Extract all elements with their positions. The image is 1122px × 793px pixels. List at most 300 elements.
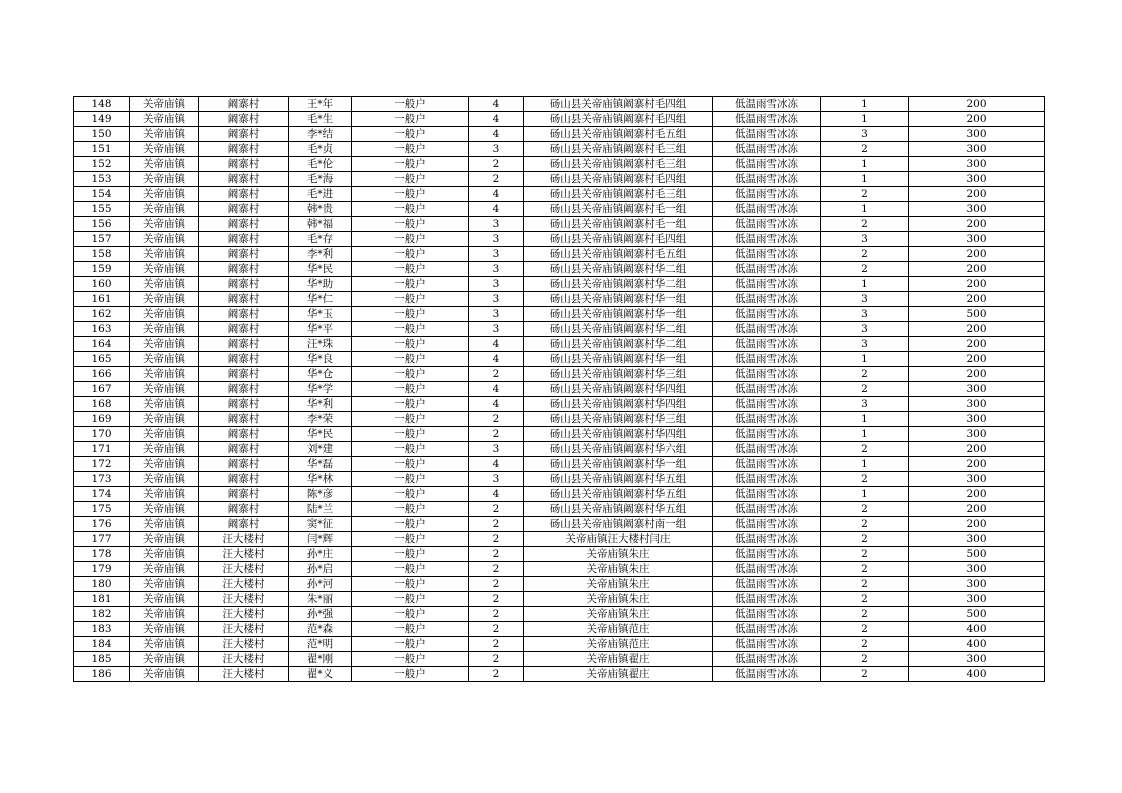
cell-row-number: 171 (74, 442, 130, 457)
cell-town: 关帝庙镇 (130, 472, 199, 487)
cell-disaster-type: 低温雨雪冰冻 (713, 232, 821, 247)
cell-family-size: 3 (469, 322, 524, 337)
cell-household-type: 一般户 (352, 577, 469, 592)
cell-town: 关帝庙镇 (130, 217, 199, 232)
table-row (74, 232, 1045, 247)
cell-relief-amount: 300 (909, 427, 1045, 442)
cell-town: 关帝庙镇 (130, 262, 199, 277)
cell-relief-amount: 200 (909, 217, 1045, 232)
cell-relief-amount: 200 (909, 442, 1045, 457)
cell-address: 砀山县关帝庙镇阚寨村毛五组 (524, 127, 713, 142)
cell-household-name: 毛*生 (289, 112, 352, 127)
cell-household-type: 一般户 (352, 562, 469, 577)
cell-disaster-type: 低温雨雪冰冻 (713, 352, 821, 367)
cell-address: 关帝庙镇朱庄 (524, 562, 713, 577)
cell-row-number: 176 (74, 517, 130, 532)
table-row (74, 337, 1045, 352)
cell-household-type: 一般户 (352, 172, 469, 187)
table-body (74, 97, 1045, 682)
cell-household-name: 陆*兰 (289, 502, 352, 517)
cell-affected-persons: 1 (821, 202, 909, 217)
cell-affected-persons: 2 (821, 652, 909, 667)
cell-row-number: 175 (74, 502, 130, 517)
cell-village: 阚寨村 (199, 217, 289, 232)
cell-address: 关帝庙镇朱庄 (524, 577, 713, 592)
cell-village: 汪大楼村 (199, 592, 289, 607)
cell-address: 砀山县关帝庙镇阚寨村毛四组 (524, 112, 713, 127)
cell-town: 关帝庙镇 (130, 97, 199, 112)
table-row (74, 127, 1045, 142)
table-row (74, 577, 1045, 592)
cell-row-number: 177 (74, 532, 130, 547)
cell-town: 关帝庙镇 (130, 277, 199, 292)
cell-village: 阚寨村 (199, 172, 289, 187)
cell-household-name: 华*良 (289, 352, 352, 367)
cell-household-name: 华*仓 (289, 367, 352, 382)
cell-household-name: 范*森 (289, 622, 352, 637)
cell-family-size: 4 (469, 382, 524, 397)
cell-relief-amount: 300 (909, 382, 1045, 397)
table-row (74, 97, 1045, 112)
cell-village: 汪大楼村 (199, 622, 289, 637)
relief-list-table (73, 96, 1045, 682)
cell-disaster-type: 低温雨雪冰冻 (713, 412, 821, 427)
cell-affected-persons: 1 (821, 157, 909, 172)
cell-household-name: 韩*福 (289, 217, 352, 232)
cell-address: 关帝庙镇朱庄 (524, 607, 713, 622)
cell-address: 砀山县关帝庙镇阚寨村华四组 (524, 397, 713, 412)
cell-village: 阚寨村 (199, 292, 289, 307)
cell-family-size: 3 (469, 307, 524, 322)
cell-town: 关帝庙镇 (130, 397, 199, 412)
cell-disaster-type: 低温雨雪冰冻 (713, 367, 821, 382)
cell-disaster-type: 低温雨雪冰冻 (713, 172, 821, 187)
cell-address: 砀山县关帝庙镇阚寨村华四组 (524, 382, 713, 397)
cell-household-name: 王*年 (289, 97, 352, 112)
cell-village: 汪大楼村 (199, 637, 289, 652)
cell-row-number: 169 (74, 412, 130, 427)
cell-town: 关帝庙镇 (130, 157, 199, 172)
table-row (74, 307, 1045, 322)
cell-address: 砀山县关帝庙镇阚寨村毛三组 (524, 187, 713, 202)
table-row (74, 397, 1045, 412)
cell-address: 砀山县关帝庙镇阚寨村华一组 (524, 307, 713, 322)
cell-row-number: 151 (74, 142, 130, 157)
cell-relief-amount: 200 (909, 112, 1045, 127)
cell-affected-persons: 3 (821, 127, 909, 142)
cell-address: 砀山县关帝庙镇阚寨村华三组 (524, 367, 713, 382)
cell-town: 关帝庙镇 (130, 652, 199, 667)
cell-affected-persons: 2 (821, 562, 909, 577)
cell-village: 阚寨村 (199, 352, 289, 367)
cell-village: 阚寨村 (199, 412, 289, 427)
cell-disaster-type: 低温雨雪冰冻 (713, 397, 821, 412)
cell-village: 阚寨村 (199, 322, 289, 337)
cell-row-number: 150 (74, 127, 130, 142)
cell-relief-amount: 200 (909, 517, 1045, 532)
cell-household-type: 一般户 (352, 247, 469, 262)
cell-household-type: 一般户 (352, 397, 469, 412)
cell-affected-persons: 2 (821, 367, 909, 382)
cell-town: 关帝庙镇 (130, 292, 199, 307)
cell-town: 关帝庙镇 (130, 457, 199, 472)
cell-address: 砀山县关帝庙镇阚寨村华二组 (524, 322, 713, 337)
cell-family-size: 4 (469, 187, 524, 202)
cell-disaster-type: 低温雨雪冰冻 (713, 127, 821, 142)
cell-address: 砀山县关帝庙镇阚寨村华二组 (524, 277, 713, 292)
cell-village: 阚寨村 (199, 112, 289, 127)
table-row (74, 547, 1045, 562)
cell-household-name: 范*明 (289, 637, 352, 652)
cell-town: 关帝庙镇 (130, 337, 199, 352)
cell-household-type: 一般户 (352, 187, 469, 202)
cell-affected-persons: 3 (821, 307, 909, 322)
cell-household-name: 李*荣 (289, 412, 352, 427)
cell-family-size: 2 (469, 157, 524, 172)
cell-town: 关帝庙镇 (130, 547, 199, 562)
cell-affected-persons: 2 (821, 217, 909, 232)
cell-disaster-type: 低温雨雪冰冻 (713, 307, 821, 322)
table-row (74, 367, 1045, 382)
cell-household-type: 一般户 (352, 502, 469, 517)
cell-relief-amount: 200 (909, 352, 1045, 367)
cell-disaster-type: 低温雨雪冰冻 (713, 487, 821, 502)
cell-town: 关帝庙镇 (130, 202, 199, 217)
cell-relief-amount: 200 (909, 292, 1045, 307)
cell-relief-amount: 300 (909, 592, 1045, 607)
cell-family-size: 4 (469, 457, 524, 472)
cell-row-number: 173 (74, 472, 130, 487)
cell-village: 阚寨村 (199, 487, 289, 502)
cell-family-size: 3 (469, 472, 524, 487)
cell-address: 关帝庙镇汪大楼村闫庄 (524, 532, 713, 547)
cell-relief-amount: 300 (909, 127, 1045, 142)
cell-village: 阚寨村 (199, 247, 289, 262)
cell-row-number: 149 (74, 112, 130, 127)
cell-household-type: 一般户 (352, 637, 469, 652)
cell-village: 阚寨村 (199, 502, 289, 517)
table-row (74, 472, 1045, 487)
cell-row-number: 161 (74, 292, 130, 307)
cell-household-name: 翟*义 (289, 667, 352, 682)
cell-disaster-type: 低温雨雪冰冻 (713, 562, 821, 577)
cell-relief-amount: 400 (909, 667, 1045, 682)
cell-row-number: 148 (74, 97, 130, 112)
table-row (74, 532, 1045, 547)
cell-row-number: 178 (74, 547, 130, 562)
cell-affected-persons: 2 (821, 622, 909, 637)
cell-town: 关帝庙镇 (130, 187, 199, 202)
cell-household-type: 一般户 (352, 292, 469, 307)
cell-row-number: 180 (74, 577, 130, 592)
cell-family-size: 2 (469, 592, 524, 607)
cell-relief-amount: 200 (909, 277, 1045, 292)
cell-town: 关帝庙镇 (130, 382, 199, 397)
cell-household-type: 一般户 (352, 367, 469, 382)
cell-disaster-type: 低温雨雪冰冻 (713, 502, 821, 517)
cell-household-type: 一般户 (352, 382, 469, 397)
cell-affected-persons: 2 (821, 547, 909, 562)
cell-disaster-type: 低温雨雪冰冻 (713, 322, 821, 337)
table-row (74, 217, 1045, 232)
cell-family-size: 4 (469, 487, 524, 502)
cell-row-number: 155 (74, 202, 130, 217)
cell-household-name: 华*民 (289, 427, 352, 442)
cell-relief-amount: 200 (909, 487, 1045, 502)
cell-relief-amount: 400 (909, 622, 1045, 637)
cell-town: 关帝庙镇 (130, 322, 199, 337)
cell-household-name: 孙*庄 (289, 547, 352, 562)
cell-relief-amount: 300 (909, 472, 1045, 487)
cell-household-name: 李*利 (289, 247, 352, 262)
cell-village: 阚寨村 (199, 427, 289, 442)
cell-disaster-type: 低温雨雪冰冻 (713, 517, 821, 532)
cell-village: 汪大楼村 (199, 547, 289, 562)
cell-affected-persons: 1 (821, 457, 909, 472)
cell-village: 阚寨村 (199, 127, 289, 142)
cell-relief-amount: 200 (909, 337, 1045, 352)
cell-disaster-type: 低温雨雪冰冻 (713, 217, 821, 232)
cell-disaster-type: 低温雨雪冰冻 (713, 157, 821, 172)
cell-affected-persons: 2 (821, 532, 909, 547)
cell-household-name: 华*平 (289, 322, 352, 337)
cell-household-name: 毛*进 (289, 187, 352, 202)
cell-relief-amount: 200 (909, 322, 1045, 337)
cell-relief-amount: 200 (909, 262, 1045, 277)
cell-address: 砀山县关帝庙镇阚寨村毛三组 (524, 142, 713, 157)
cell-address: 砀山县关帝庙镇阚寨村毛四组 (524, 232, 713, 247)
cell-row-number: 181 (74, 592, 130, 607)
cell-household-type: 一般户 (352, 412, 469, 427)
table-row (74, 652, 1045, 667)
cell-relief-amount: 200 (909, 247, 1045, 262)
cell-village: 阚寨村 (199, 397, 289, 412)
cell-town: 关帝庙镇 (130, 172, 199, 187)
cell-town: 关帝庙镇 (130, 307, 199, 322)
cell-address: 砀山县关帝庙镇阚寨村毛一组 (524, 217, 713, 232)
cell-village: 阚寨村 (199, 157, 289, 172)
cell-village: 阚寨村 (199, 472, 289, 487)
cell-household-name: 孙*强 (289, 607, 352, 622)
cell-row-number: 160 (74, 277, 130, 292)
cell-village: 阚寨村 (199, 262, 289, 277)
cell-village: 阚寨村 (199, 277, 289, 292)
table-row (74, 202, 1045, 217)
table-row (74, 292, 1045, 307)
cell-relief-amount: 300 (909, 157, 1045, 172)
cell-household-type: 一般户 (352, 217, 469, 232)
cell-disaster-type: 低温雨雪冰冻 (713, 427, 821, 442)
cell-family-size: 2 (469, 367, 524, 382)
cell-affected-persons: 1 (821, 487, 909, 502)
cell-address: 砀山县关帝庙镇阚寨村华二组 (524, 262, 713, 277)
cell-disaster-type: 低温雨雪冰冻 (713, 622, 821, 637)
cell-disaster-type: 低温雨雪冰冻 (713, 277, 821, 292)
cell-disaster-type: 低温雨雪冰冻 (713, 547, 821, 562)
cell-relief-amount: 200 (909, 502, 1045, 517)
cell-address: 砀山县关帝庙镇阚寨村南一组 (524, 517, 713, 532)
cell-family-size: 4 (469, 127, 524, 142)
cell-address: 砀山县关帝庙镇阚寨村毛一组 (524, 202, 713, 217)
cell-village: 阚寨村 (199, 202, 289, 217)
cell-town: 关帝庙镇 (130, 127, 199, 142)
cell-household-type: 一般户 (352, 487, 469, 502)
cell-household-name: 韩*贵 (289, 202, 352, 217)
cell-household-type: 一般户 (352, 142, 469, 157)
cell-village: 阚寨村 (199, 442, 289, 457)
cell-family-size: 3 (469, 247, 524, 262)
cell-town: 关帝庙镇 (130, 502, 199, 517)
cell-family-size: 2 (469, 607, 524, 622)
cell-household-name: 华*助 (289, 277, 352, 292)
cell-affected-persons: 2 (821, 187, 909, 202)
cell-relief-amount: 200 (909, 97, 1045, 112)
table-row (74, 352, 1045, 367)
cell-household-type: 一般户 (352, 457, 469, 472)
cell-town: 关帝庙镇 (130, 607, 199, 622)
cell-household-name: 华*磊 (289, 457, 352, 472)
cell-household-name: 毛*伦 (289, 157, 352, 172)
cell-household-type: 一般户 (352, 277, 469, 292)
cell-household-type: 一般户 (352, 652, 469, 667)
cell-disaster-type: 低温雨雪冰冻 (713, 97, 821, 112)
cell-disaster-type: 低温雨雪冰冻 (713, 577, 821, 592)
cell-household-type: 一般户 (352, 262, 469, 277)
cell-address: 砀山县关帝庙镇阚寨村毛四组 (524, 97, 713, 112)
cell-relief-amount: 500 (909, 307, 1045, 322)
cell-family-size: 4 (469, 112, 524, 127)
cell-affected-persons: 2 (821, 577, 909, 592)
cell-family-size: 4 (469, 352, 524, 367)
cell-affected-persons: 1 (821, 97, 909, 112)
cell-affected-persons: 2 (821, 262, 909, 277)
cell-affected-persons: 2 (821, 517, 909, 532)
cell-town: 关帝庙镇 (130, 592, 199, 607)
table-row (74, 457, 1045, 472)
cell-village: 阚寨村 (199, 457, 289, 472)
cell-disaster-type: 低温雨雪冰冻 (713, 607, 821, 622)
cell-row-number: 165 (74, 352, 130, 367)
cell-household-type: 一般户 (352, 517, 469, 532)
cell-address: 砀山县关帝庙镇阚寨村华二组 (524, 337, 713, 352)
table-row (74, 607, 1045, 622)
cell-family-size: 3 (469, 142, 524, 157)
cell-family-size: 2 (469, 637, 524, 652)
table-row (74, 442, 1045, 457)
cell-disaster-type: 低温雨雪冰冻 (713, 112, 821, 127)
cell-family-size: 2 (469, 577, 524, 592)
cell-town: 关帝庙镇 (130, 352, 199, 367)
cell-family-size: 3 (469, 292, 524, 307)
cell-address: 关帝庙镇朱庄 (524, 547, 713, 562)
cell-town: 关帝庙镇 (130, 517, 199, 532)
cell-village: 汪大楼村 (199, 577, 289, 592)
cell-row-number: 157 (74, 232, 130, 247)
cell-family-size: 2 (469, 562, 524, 577)
cell-affected-persons: 2 (821, 142, 909, 157)
cell-household-name: 翟*刚 (289, 652, 352, 667)
cell-row-number: 168 (74, 397, 130, 412)
cell-town: 关帝庙镇 (130, 637, 199, 652)
cell-address: 砀山县关帝庙镇阚寨村华一组 (524, 352, 713, 367)
cell-relief-amount: 500 (909, 547, 1045, 562)
cell-affected-persons: 3 (821, 292, 909, 307)
cell-row-number: 158 (74, 247, 130, 262)
cell-affected-persons: 1 (821, 277, 909, 292)
cell-disaster-type: 低温雨雪冰冻 (713, 637, 821, 652)
cell-household-name: 闫*辉 (289, 532, 352, 547)
cell-household-name: 陈*彦 (289, 487, 352, 502)
cell-household-type: 一般户 (352, 112, 469, 127)
cell-row-number: 154 (74, 187, 130, 202)
cell-address: 砀山县关帝庙镇阚寨村华一组 (524, 457, 713, 472)
cell-town: 关帝庙镇 (130, 622, 199, 637)
cell-town: 关帝庙镇 (130, 112, 199, 127)
cell-row-number: 162 (74, 307, 130, 322)
cell-affected-persons: 2 (821, 382, 909, 397)
cell-address: 砀山县关帝庙镇阚寨村华五组 (524, 472, 713, 487)
cell-family-size: 2 (469, 532, 524, 547)
cell-row-number: 170 (74, 427, 130, 442)
cell-household-type: 一般户 (352, 667, 469, 682)
cell-family-size: 2 (469, 502, 524, 517)
cell-household-name: 孙*启 (289, 562, 352, 577)
cell-household-type: 一般户 (352, 532, 469, 547)
table-row (74, 622, 1045, 637)
table-row (74, 562, 1045, 577)
cell-household-name: 华*利 (289, 397, 352, 412)
cell-disaster-type: 低温雨雪冰冻 (713, 532, 821, 547)
table-row (74, 487, 1045, 502)
cell-family-size: 4 (469, 97, 524, 112)
cell-household-name: 毛*贞 (289, 142, 352, 157)
table-row (74, 277, 1045, 292)
cell-relief-amount: 300 (909, 577, 1045, 592)
cell-relief-amount: 200 (909, 187, 1045, 202)
table-row (74, 427, 1045, 442)
cell-household-type: 一般户 (352, 607, 469, 622)
cell-household-type: 一般户 (352, 232, 469, 247)
cell-affected-persons: 1 (821, 427, 909, 442)
cell-household-type: 一般户 (352, 307, 469, 322)
cell-household-type: 一般户 (352, 337, 469, 352)
cell-disaster-type: 低温雨雪冰冻 (713, 382, 821, 397)
table-row (74, 142, 1045, 157)
cell-address: 砀山县关帝庙镇阚寨村华四组 (524, 427, 713, 442)
cell-address: 关帝庙镇翟庄 (524, 652, 713, 667)
cell-row-number: 185 (74, 652, 130, 667)
cell-household-name: 李*结 (289, 127, 352, 142)
cell-disaster-type: 低温雨雪冰冻 (713, 472, 821, 487)
cell-town: 关帝庙镇 (130, 577, 199, 592)
cell-affected-persons: 1 (821, 352, 909, 367)
cell-row-number: 164 (74, 337, 130, 352)
cell-address: 关帝庙镇范庄 (524, 637, 713, 652)
cell-household-type: 一般户 (352, 592, 469, 607)
table-row (74, 187, 1045, 202)
cell-disaster-type: 低温雨雪冰冻 (713, 292, 821, 307)
cell-row-number: 163 (74, 322, 130, 337)
cell-village: 汪大楼村 (199, 667, 289, 682)
table-row (74, 247, 1045, 262)
cell-relief-amount: 300 (909, 397, 1045, 412)
cell-village: 汪大楼村 (199, 532, 289, 547)
cell-family-size: 2 (469, 667, 524, 682)
cell-family-size: 2 (469, 172, 524, 187)
cell-disaster-type: 低温雨雪冰冻 (713, 262, 821, 277)
cell-town: 关帝庙镇 (130, 412, 199, 427)
cell-row-number: 159 (74, 262, 130, 277)
